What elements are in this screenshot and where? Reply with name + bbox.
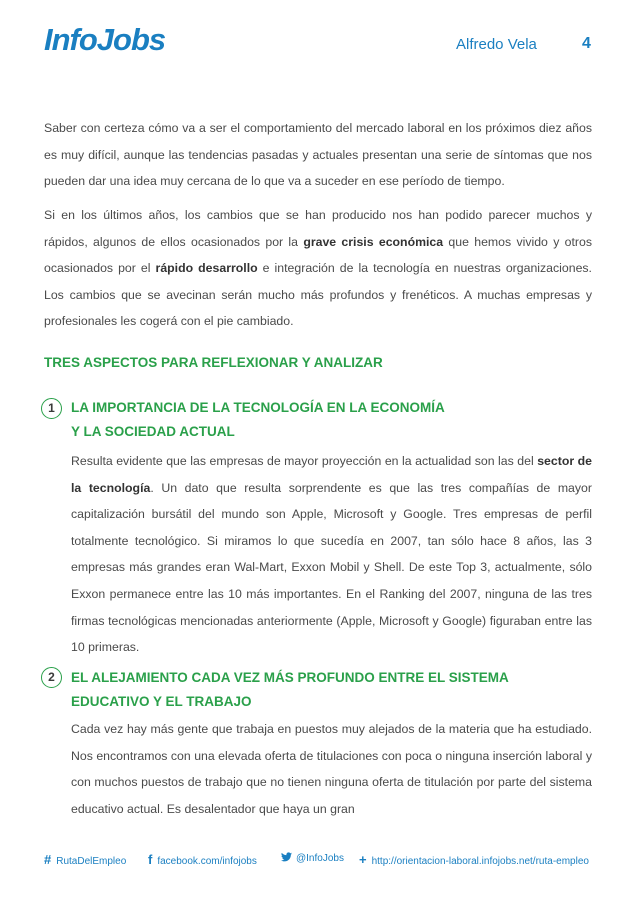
intro-paragraph-1: Saber con certeza cómo va a ser el comportamiento del mercado laboral en los próximos diez años es muy difícil, aunque las tendencias pasadas y actuales presentan una serie de síntomas que nos pueden dar una idea muy cercana de lo que va a suceder en ese período de tiempo. <box>44 121 592 189</box>
intro-p2-text-d: e integración de la tecnología en nuestras organizaciones. Los cambios que se avecinan serán mucho más profundos y frenéticos. A muchas empresas y profesionales les cogerá con el pie cambiado. <box>44 261 592 329</box>
item-1-title <box>71 396 581 444</box>
keyword-sector-tecnologia: sector de la tecnología <box>71 454 592 495</box>
twitter-icon <box>281 852 292 862</box>
intro-paragraph-2 <box>44 202 592 335</box>
footer-facebook-link[interactable] <box>148 852 257 867</box>
plus-icon: + <box>359 852 367 867</box>
keyword-desarrollo: rápido desarrollo <box>155 261 258 276</box>
item-number-badge: 2 <box>41 667 62 688</box>
item-1-text-a: Resulta evidente que las empresas de mayor proyección en la actualidad son las del <box>71 454 538 468</box>
infojobs-logo: InfoJobs <box>44 22 166 57</box>
item-2-text: Cada vez hay más gente que trabaja en puestos muy alejados de la materia que ha estudiado. Nos encontramos con una elevada oferta de titulaciones con poca o ninguna inserción laboral y con muchos puestos de trabajo que no tienen ninguna oferta de titulación por parte del sistema educativo actual. Es desalentador que haya un gran <box>71 722 592 816</box>
facebook-icon: f <box>148 852 153 867</box>
footer-hashtag-label: RutaDelEmpleo <box>56 856 127 867</box>
footer-web-label: http://orientacion-laboral.infojobs.net/ruta-empleo <box>371 856 589 867</box>
footer-facebook-label: facebook.com/infojobs <box>157 856 257 867</box>
section-heading: TRES ASPECTOS PARA REFLEXIONAR Y ANALIZAR <box>44 355 383 370</box>
item-2-title-line-1: EL ALEJAMIENTO CADA VEZ MÁS PROFUNDO ENTRE EL SISTEMA <box>71 670 509 685</box>
hashtag-icon: # <box>44 852 52 867</box>
page-number: 4 <box>582 35 591 52</box>
item-1-title-line-1: LA IMPORTANCIA DE LA TECNOLOGÍA EN LA ECONOMÍA <box>71 400 445 415</box>
keyword-crisis: grave crisis económica <box>303 234 444 249</box>
intro-p2-text-c: que hemos vivido y otros ocasionados por el <box>44 234 592 276</box>
author-name: Alfredo Vela <box>456 36 537 53</box>
page-footer <box>44 852 596 870</box>
item-2-title-line-2: EDUCATIVO Y EL TRABAJO <box>71 694 252 709</box>
footer-web-link[interactable] <box>359 852 589 867</box>
item-1-text <box>71 448 592 661</box>
footer-twitter-label: @InfoJobs <box>296 853 344 864</box>
item-1-title-line-2: Y LA SOCIEDAD ACTUAL <box>71 424 235 439</box>
item-2-title <box>71 666 581 714</box>
footer-twitter-link[interactable] <box>281 852 344 864</box>
item-1-text-c: . Un dato que resulta sorprendente es que las tres compañías de mayor capitalización bursátil del mundo son Apple, Microsoft y Google. Tres empresas de perfil totalmente tecnológico. Si miramos lo que sucedía en 2007, tan sólo hace 8 años, las 3 empresas más grandes eran Wal-Mart, Exxon Mobil y Shell. De este Top 3, actualmente, sólo Exxon permanece entre las 10 más importantes. En el Ranking del 2007, ninguna de las tres firmas tecnológicas mencionadas anteriormente (Apple, Microsoft y Google) figuraban entre las 10 primeras. <box>71 480 592 655</box>
intro-p2-text-a: Si en los últimos años, los cambios que se han producido nos han podido parecer muchos y rápidos, algunos de ellos ocasionados por la <box>44 208 592 249</box>
page-header <box>0 0 638 80</box>
item-number-badge: 1 <box>41 398 62 419</box>
footer-hashtag[interactable] <box>44 852 126 867</box>
